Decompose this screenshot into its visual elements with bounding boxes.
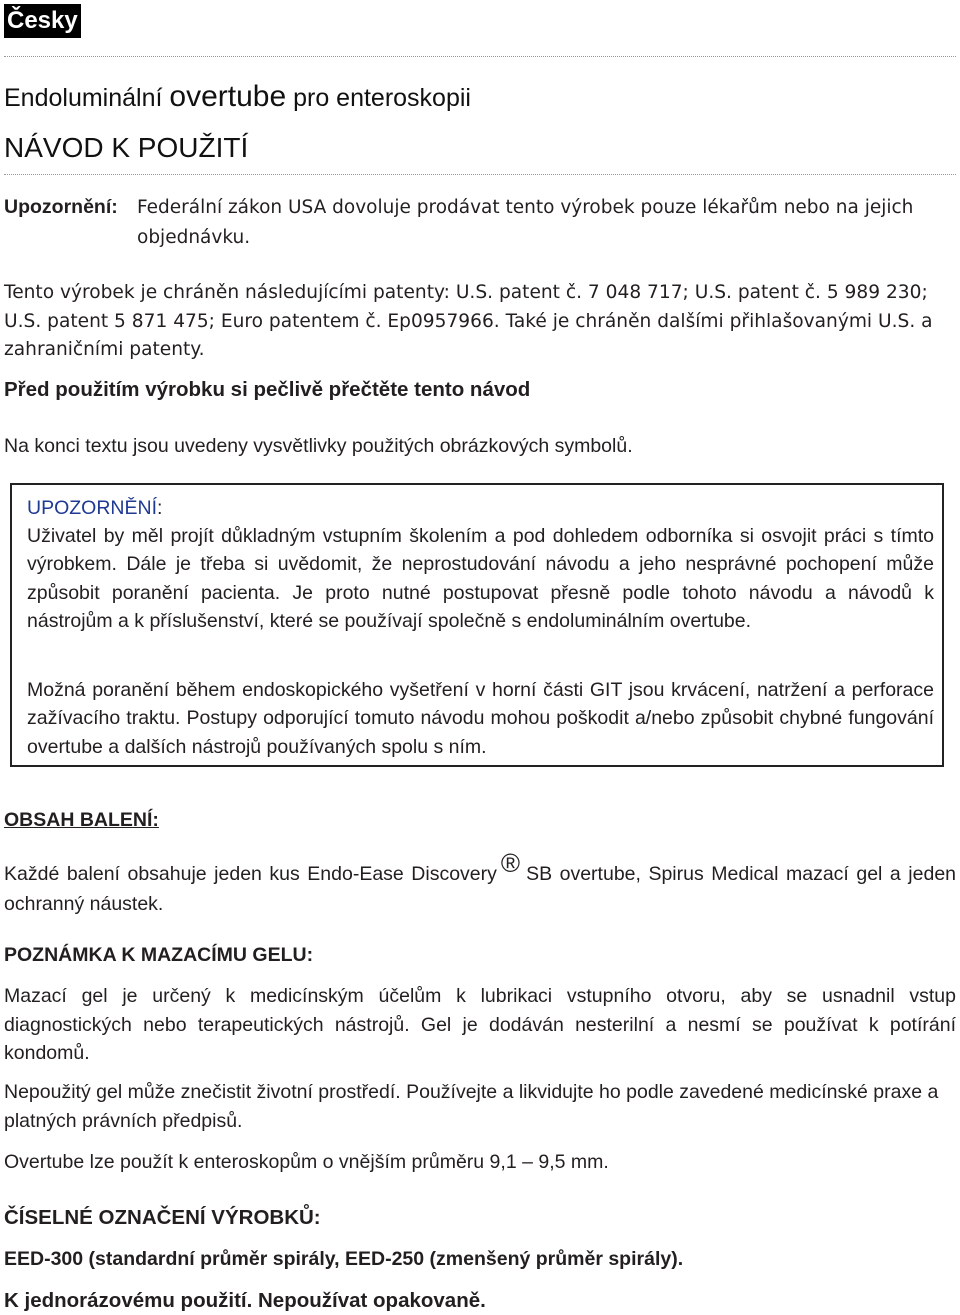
product-heading: ČÍSELNÉ OZNAČENÍ VÝROBKŮ: [4,1206,321,1229]
gel-paragraph-2: Nepoužitý gel může znečistit životní prostředí. Používejte a likvidujte ho podle zavedené medicínské praxe a platných právních předpisů. [4,1081,939,1132]
caution-label: Upozornění: [4,196,118,218]
document-subtitle: NÁVOD K POUŽITÍ [4,132,249,163]
dotted-divider-mid [4,174,956,175]
title-part-1: Endoluminální [4,84,170,112]
patents-paragraph: Tento výrobek je chráněn následujícími patenty: U.S. patent č. 7 048 717; U.S. patent č. 5 989 230; U.S. patent 5 871 475; Euro patentem č. Ep0957966. Také je chráněn dalšími přihlašovanými U.S. a zahraničními patenty. [4,282,933,360]
title-part-3: pro enteroskopii [286,84,471,112]
contents-text-a: Každé balení obsahuje jeden kus Endo-Ease Discovery [4,863,497,885]
warning-paragraph-1: Uživatel by měl projít důkladným vstupním školením a pod dohledem odborníka si osvojit práci s tímto výrobkem. Dále je třeba si uvědomit, že neprostudování návodu a jeho nesprávné pochopení může způsobit poranění pacienta. Je proto nutné postupovat přesně podle tohoto návodu a návodů k nástrojům a k příslušenství, které se používají společně s endoluminálním overtube. [27,525,934,632]
gel-paragraph-3: Overtube lze použít k enteroskopům o vnějším průměru 9,1 – 9,5 mm. [4,1151,609,1173]
read-first-heading: Před použitím výrobku si pečlivě přečtěte tento návod [4,378,531,401]
dotted-divider-top [4,56,956,57]
contents-paragraph [4,848,957,919]
warning-title-text: UPOZORNĚNÍ [27,497,158,519]
language-badge: Česky [4,4,81,38]
warning-title-colon: : [157,497,163,519]
registered-mark: ® [500,848,521,878]
document-title [4,80,471,115]
product-codes: EED-300 (standardní průměr spirály, EED-250 (zmenšený průměr spirály). [4,1248,684,1270]
contents-text-b: SB overtube, Spirus Medical mazací gel a jeden ochranný náustek. [4,863,957,915]
single-use-notice: K jednorázovému použití. Nepoužívat opakovaně. [4,1289,486,1312]
symbols-note: Na konci textu jsou uvedeny vysvětlivky použitých obrázkových symbolů. [4,435,633,457]
gel-heading: POZNÁMKA K MAZACÍMU GELU: [4,944,314,966]
contents-heading: OBSAH BALENÍ: [4,809,159,831]
warning-box-title [27,494,162,522]
caution-text: Federální zákon USA dovoluje prodávat tento výrobek pouze lékařům nebo na jejich objednávku. [137,197,914,248]
gel-paragraph-1: Mazací gel je určený k medicínským účelům k lubrikaci vstupního otvoru, aby se usnadnil vstup diagnostických nebo terapeutických nástrojů. Gel je dodáván nesterilní a nesmí se používat k potírání kondomů. [4,985,956,1064]
title-part-2: overtube [169,80,287,113]
warning-paragraph-2: Možná poranění během endoskopického vyšetření v horní části GIT jsou krvácení, natržení a perforace zažívacího traktu. Postupy odporující tomuto návodu mohou poškodit a/nebo způsobit chybné fungování overtube a dalších nástrojů používaných spolu s ním. [27,679,934,758]
